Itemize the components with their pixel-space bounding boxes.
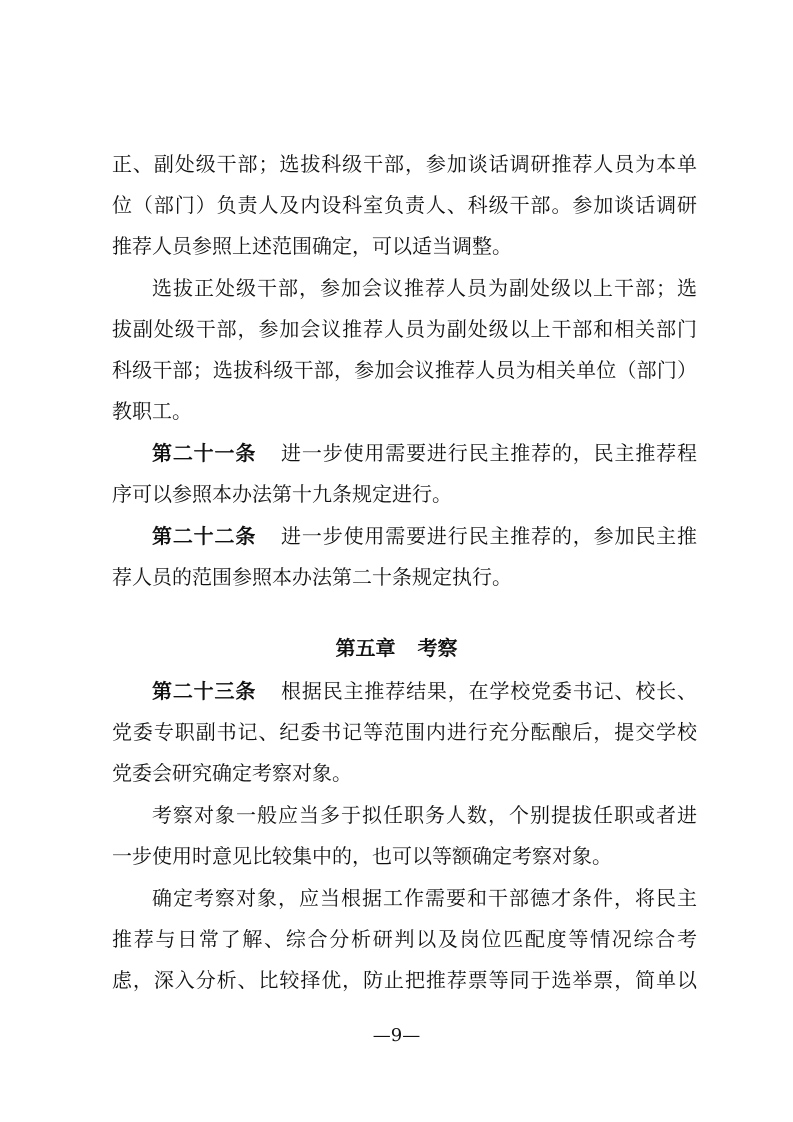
article-23-line: 党委专职副书记、纪委书记等范围内进行充分酝酿后，提交学校: [112, 720, 697, 744]
body-line: 科级干部；选拔科级干部，参加会议推荐人员为相关单位（部门）: [112, 358, 697, 382]
article-22-heading: 第二十二条: [152, 524, 257, 548]
article-21-text: 进一步使用需要进行民主推荐的，民主推荐程: [280, 441, 698, 465]
article-23-heading: 第二十三条: [152, 679, 257, 703]
article-22-line: 荐人员的范围参照本办法第二十条规定执行。: [112, 565, 512, 589]
body-line: 虑，深入分析、比较择优，防止把推荐票等同于选举票，简单以: [112, 968, 697, 992]
body-line: 推荐人员参照上述范围确定，可以适当调整。: [112, 234, 512, 258]
body-line: 一步使用时意见比较集中的，也可以等额确定考察对象。: [112, 844, 612, 868]
body-line: 正、副处级干部；选拔科级干部，参加谈话调研推荐人员为本单: [112, 152, 697, 176]
body-line: 推荐与日常了解、综合分析研判以及岗位匹配度等情况综合考: [112, 927, 697, 951]
body-line: 位（部门）负责人及内设科室负责人、科级干部。参加谈话调研: [112, 193, 697, 217]
body-line: 考察对象一般应当多于拟任职务人数，个别提拔任职或者进: [152, 803, 697, 827]
chapter-number: 第五章: [335, 636, 396, 660]
article-21-line: 序可以参照本办法第十九条规定进行。: [112, 482, 452, 506]
article-23-line: 党委会研究确定考察对象。: [112, 761, 352, 785]
body-line: 教职工。: [112, 399, 192, 423]
article-23-text: 根据民主推荐结果，在学校党委书记、校长、: [280, 679, 698, 703]
article-21-heading: 第二十一条: [152, 441, 257, 465]
body-line: 选拔正处级干部，参加会议推荐人员为副处级以上干部；选: [152, 276, 697, 300]
article-22-text: 进一步使用需要进行民主推荐的，参加民主推: [280, 524, 698, 548]
body-line: 确定考察对象，应当根据工作需要和干部德才条件，将民主: [152, 886, 697, 910]
chapter-heading: [0, 634, 793, 662]
article-22-line: [152, 522, 697, 550]
chapter-title: 考察: [417, 636, 458, 660]
page-number: —9—: [372, 1025, 421, 1046]
body-line: 拔副处级干部，参加会议推荐人员为副处级以上干部和相关部门: [112, 317, 697, 341]
article-21-line: [152, 439, 697, 467]
article-23-line: [152, 677, 697, 705]
